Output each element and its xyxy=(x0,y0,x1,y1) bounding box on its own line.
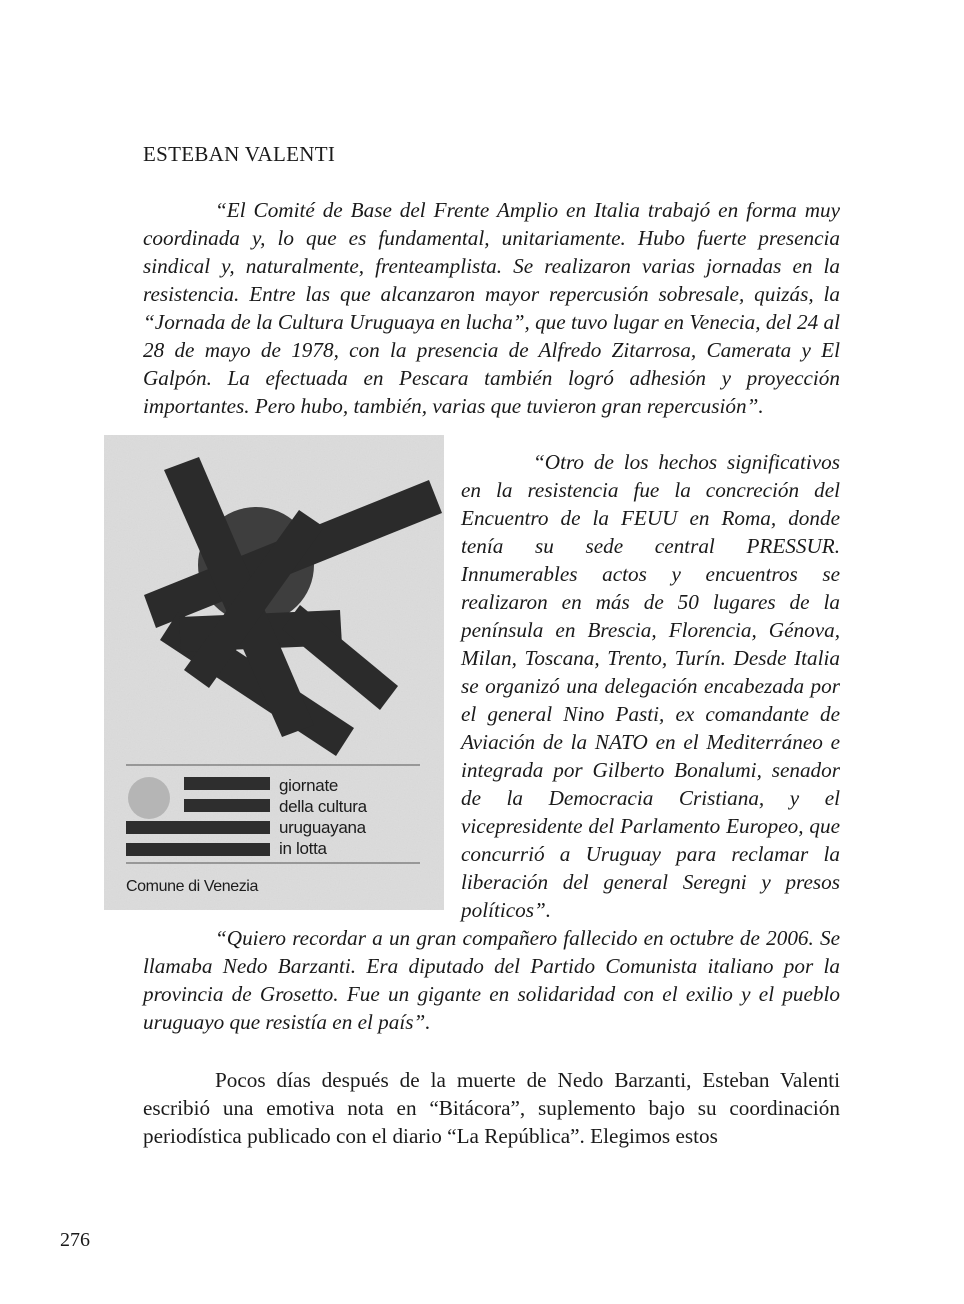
quote-paragraph-2: “Otro de los hechos significativos en la resistencia fue la concreción del Encuentro de la FEUU en Roma, donde tenía su sede central PRESSUR. Innumerables actos y encuentros se realizaron en más de 50 lugares de la península en Brescia, Florencia, Génova, Milan, Toscana, Trento, Turín. Desde Italia se organizó una delegación encabezada por el general Nino Pasti, ex comandante de Aviación de la NATO en el Mediterráneo e integrada por Gilberto Bonalumi, senador de la Democracia Cristiana, y el vicepresidente del Parlamento Europeo, que concurrió a Uruguay para reclamar la liberación del general Seregni y presos políticos”. xyxy=(461,450,840,922)
poster-line-2: della cultura xyxy=(279,797,367,816)
poster-line-4: in lotta xyxy=(279,839,327,858)
poster-image xyxy=(104,435,444,910)
section-header-author: ESTEBAN VALENTI xyxy=(143,142,336,166)
poster-bar-2 xyxy=(184,799,270,812)
quote-paragraph-1: “El Comité de Base del Frente Amplio en Italia trabajó en forma muy coordinada y, lo que es fundamental, unitariamente. Hubo fuerte presencia sindical y, naturalmente, frenteamplista. Se realizaron varias jornadas en la resistencia. Entre las que alcanzaron mayor repercusión sobresale, quizás, la “Jornada de la Cultura Uruguaya en lucha”, que tuvo lugar en Venecia, del 24 al 28 de mayo de 1978, con la presencia de Alfredo Zitarrosa, Camerata y El Galpón. La efectuada en Pescara también logró adhesión y proyección importantes. Pero hubo, también, varias que tuvieron gran repercusión”. xyxy=(143,198,840,418)
poster-bar-4 xyxy=(126,843,270,856)
page-number: 276 xyxy=(60,1229,90,1251)
poster-footer: Comune di Venezia xyxy=(126,878,258,895)
quote-paragraph-3: “Quiero recordar a un gran compañero fallecido en octubre de 2006. Se llamaba Nedo Barzanti. Era diputado del Partido Comunista italiano por la provincia de Grosetto. Fue un gigante en solidaridad con el exilio y el pueblo uruguayo que resistía en el país”. xyxy=(143,926,840,1034)
poster-line-1: giornate xyxy=(279,776,339,795)
poster-bar-3 xyxy=(126,821,270,834)
poster-illustration xyxy=(104,435,444,910)
body-paragraph: Pocos días después de la muerte de Nedo Barzanti, Esteban Valenti escribió una emotiva nota en “Bitácora”, suplemento bajo su coordinación periodística publicado con el diario “La República”. Elegimos estos xyxy=(143,1068,840,1148)
poster-small-circle xyxy=(128,777,170,819)
poster-line-3: uruguayana xyxy=(279,818,366,837)
poster-bar-1 xyxy=(184,777,270,790)
